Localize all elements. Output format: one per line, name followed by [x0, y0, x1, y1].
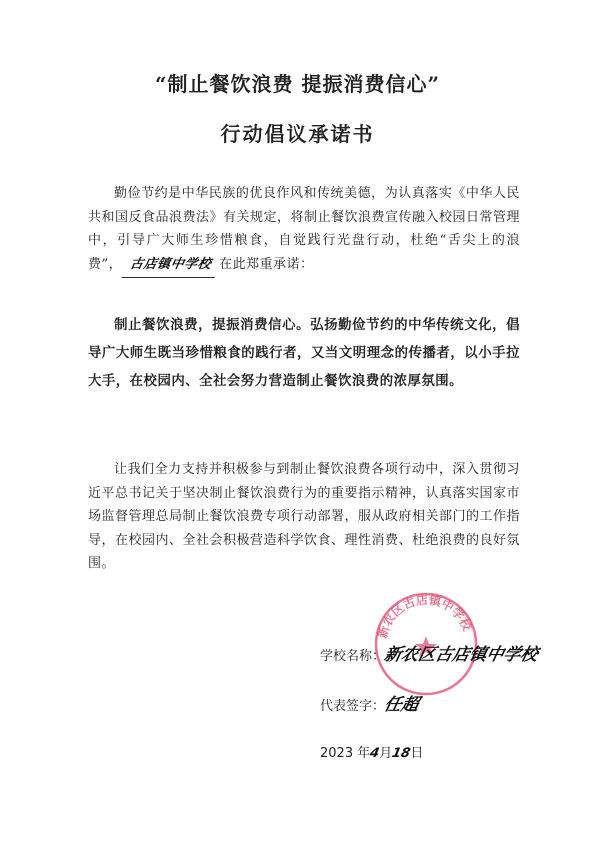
paragraph-3-text: 让我们全力支持并积极参与到制止餐饮浪费各项行动中，深入贯彻习近平总书记关于坚决制止餐饮浪费行为的重要指示精神，认真落实国家市场监督管理总局制止餐饮浪费专项行动部署，服从政府相关部门的工作指导，在校园内、全社会积极营造科学饮食、理性消费、杜绝浪费的良好氛围。	[88, 462, 521, 571]
date-year: 2023 年	[320, 746, 371, 761]
representative-signature-line	[320, 690, 419, 715]
paragraph-1-text: 勤俭节约是中华民族的优良作风和传统美德，为认真落实《中华人民共和国反食品浪费法》有关规定，将制止餐饮浪费宣传融入校园日常管理中，引导广大师生珍惜粮食，自觉践行光盘行动，杜绝“舌尖上的浪费”，	[88, 186, 521, 272]
paragraph-1	[88, 182, 520, 277]
paragraph-3	[88, 458, 520, 576]
date-line	[320, 742, 423, 761]
handwritten-month: 4	[368, 746, 381, 761]
representative-label: 代表签字：	[320, 699, 386, 714]
handwritten-day: 18	[390, 746, 412, 761]
title-line-1: “制止餐饮浪费 提振消费信心”	[155, 72, 440, 96]
date-day-unit: 日	[410, 746, 424, 761]
handwritten-representative-signature: 任超	[382, 695, 421, 715]
paragraph-2-text: 制止餐饮浪费，提振消费信心。弘扬勤俭节约的中华传统文化，倡导广大师生既当珍惜粮食的践行者，又当文明理念的传播者，以小手拉大手，在校园内、全社会努力营造制止餐饮浪费的浓厚氛围。	[88, 318, 520, 389]
handwritten-school-signature: 新农区古店镇中学校	[382, 645, 540, 665]
date-month-unit: 月	[379, 746, 393, 761]
title-line-2: 行动倡议承诺书	[220, 122, 375, 146]
seal-text: 新农区古店镇中学校	[375, 592, 475, 640]
paragraph-1-tail: 在此郑重承诺：	[219, 256, 314, 272]
school-name-label: 学校名称：	[320, 649, 386, 664]
school-name-line	[320, 640, 538, 665]
handwritten-school-name: 古店镇中学校	[122, 253, 219, 278]
paragraph-2	[88, 312, 520, 396]
